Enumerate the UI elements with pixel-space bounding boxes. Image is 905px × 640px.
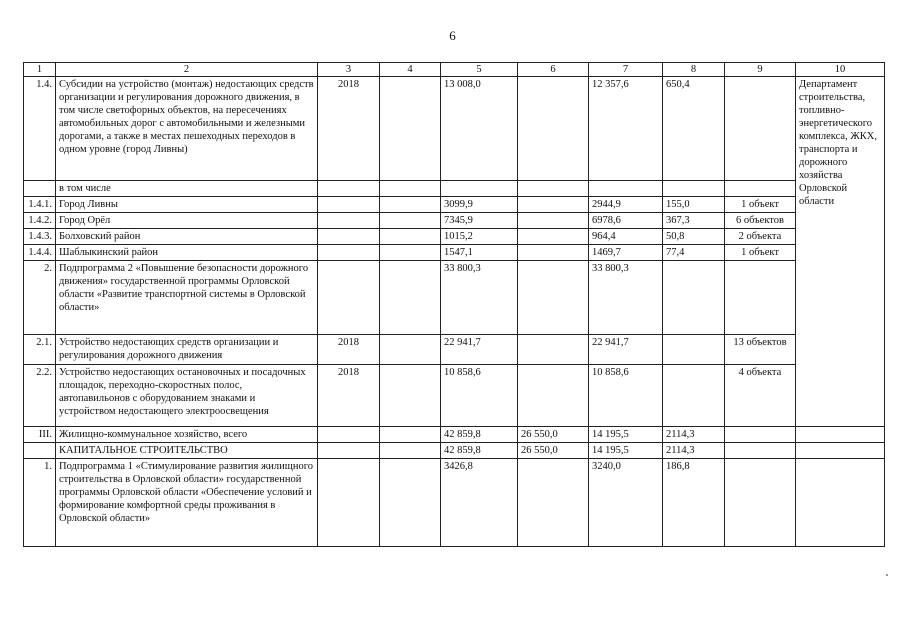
row-number: III. <box>24 427 56 443</box>
row-col5: 3426,8 <box>441 459 518 547</box>
row-col6 <box>518 335 589 365</box>
row-col9 <box>725 77 796 181</box>
header-cell: 2 <box>56 63 318 77</box>
row-number: 1.4. <box>24 77 56 181</box>
row-col8: 367,3 <box>663 213 725 229</box>
row-year <box>318 245 380 261</box>
header-cell: 9 <box>725 63 796 77</box>
row-col8: 77,4 <box>663 245 725 261</box>
table-row <box>24 181 885 197</box>
row-col5: 1015,2 <box>441 229 518 245</box>
row-name: Устройство недостающих остановочных и посадочных площадок, переходно-скоростных полос, автопавильонов с оборудованием знаками и устройством недостающего электроосвещения <box>56 365 318 427</box>
row-col5: 1547,1 <box>441 245 518 261</box>
header-cell: 6 <box>518 63 589 77</box>
table-row <box>24 335 885 365</box>
row-name: Болховский район <box>56 229 318 245</box>
row-number <box>24 181 56 197</box>
row-name: Город Орёл <box>56 213 318 229</box>
row-col10 <box>796 443 885 459</box>
row-col7 <box>589 181 663 197</box>
row-year: 2018 <box>318 335 380 365</box>
row-col4 <box>380 335 441 365</box>
row-number: 1.4.2. <box>24 213 56 229</box>
table-row <box>24 427 885 443</box>
row-number: 2.2. <box>24 365 56 427</box>
row-col7: 14 195,5 <box>589 427 663 443</box>
table-row <box>24 245 885 261</box>
table-row <box>24 229 885 245</box>
row-col8 <box>663 335 725 365</box>
row-number: 2.1. <box>24 335 56 365</box>
row-col4 <box>380 459 441 547</box>
row-col4 <box>380 77 441 181</box>
row-col7: 33 800,3 <box>589 261 663 335</box>
row-name: в том числе <box>56 181 318 197</box>
row-year: 2018 <box>318 77 380 181</box>
row-name: Шаблыкинский район <box>56 245 318 261</box>
table-row <box>24 365 885 427</box>
row-col9 <box>725 459 796 547</box>
row-col5: 42 859,8 <box>441 427 518 443</box>
row-col7: 964,4 <box>589 229 663 245</box>
row-number: 1.4.1. <box>24 197 56 213</box>
table-row <box>24 443 885 459</box>
row-col8: 2114,3 <box>663 443 725 459</box>
row-col6 <box>518 229 589 245</box>
row-year <box>318 427 380 443</box>
row-col9: 1 объект <box>725 245 796 261</box>
row-col4 <box>380 443 441 459</box>
row-col5: 10 858,6 <box>441 365 518 427</box>
row-col5: 3099,9 <box>441 197 518 213</box>
page-number: 6 <box>449 28 456 43</box>
row-col7: 22 941,7 <box>589 335 663 365</box>
row-col4 <box>380 427 441 443</box>
row-col4 <box>380 229 441 245</box>
scan-speck <box>886 574 888 576</box>
row-col9 <box>725 261 796 335</box>
row-col9 <box>725 181 796 197</box>
row-col8 <box>663 365 725 427</box>
row-col4 <box>380 365 441 427</box>
row-col5: 13 008,0 <box>441 77 518 181</box>
row-year <box>318 459 380 547</box>
row-number: 1. <box>24 459 56 547</box>
row-col8: 186,8 <box>663 459 725 547</box>
row-col7: 2944,9 <box>589 197 663 213</box>
row-col7: 12 357,6 <box>589 77 663 181</box>
row-col6 <box>518 213 589 229</box>
row-col9: 6 объектов <box>725 213 796 229</box>
row-name: КАПИТАЛЬНОЕ СТРОИТЕЛЬСТВО <box>56 443 318 459</box>
row-col9: 4 объекта <box>725 365 796 427</box>
header-cell: 5 <box>441 63 518 77</box>
row-col8: 2114,3 <box>663 427 725 443</box>
row-col6 <box>518 459 589 547</box>
row-name: Город Ливны <box>56 197 318 213</box>
row-col5: 7345,9 <box>441 213 518 229</box>
row-col10 <box>796 459 885 547</box>
row-col5 <box>441 181 518 197</box>
responsible-department: Департамент строительства, топливно-энергетического комплекса, ЖКХ, транспорта и дорожного хозяйства Орловской области <box>796 77 885 427</box>
table-row <box>24 459 885 547</box>
row-name: Жилищно-коммунальное хозяйство, всего <box>56 427 318 443</box>
header-cell: 3 <box>318 63 380 77</box>
row-year <box>318 229 380 245</box>
row-col4 <box>380 261 441 335</box>
table-row <box>24 213 885 229</box>
row-col6 <box>518 197 589 213</box>
row-col10 <box>796 427 885 443</box>
row-col6 <box>518 261 589 335</box>
row-name: Подпрограмма 2 «Повышение безопасности дорожного движения» государственной программы Орловской области «Развитие транспортной системы в Орловской области» <box>56 261 318 335</box>
row-name: Подпрограмма 1 «Стимулирование развития жилищного строительства в Орловской области» государственной программы Орловской области «Обеспечение условий и формирование комфортной среды проживания в Орловской области» <box>56 459 318 547</box>
row-col5: 42 859,8 <box>441 443 518 459</box>
row-col4 <box>380 181 441 197</box>
row-col9: 2 объекта <box>725 229 796 245</box>
header-cell: 7 <box>589 63 663 77</box>
row-col4 <box>380 213 441 229</box>
row-col8: 650,4 <box>663 77 725 181</box>
table-row <box>24 197 885 213</box>
table-row <box>24 261 885 335</box>
row-col8: 155,0 <box>663 197 725 213</box>
row-col5: 33 800,3 <box>441 261 518 335</box>
row-name: Устройство недостающих средств организации и регулирования дорожного движения <box>56 335 318 365</box>
row-col7: 6978,6 <box>589 213 663 229</box>
header-cell: 4 <box>380 63 441 77</box>
row-col7: 1469,7 <box>589 245 663 261</box>
row-col6 <box>518 181 589 197</box>
row-col6 <box>518 365 589 427</box>
row-number: 2. <box>24 261 56 335</box>
header-cell: 1 <box>24 63 56 77</box>
row-col6: 26 550,0 <box>518 427 589 443</box>
row-year <box>318 443 380 459</box>
row-col9 <box>725 427 796 443</box>
row-year: 2018 <box>318 365 380 427</box>
table-row <box>24 77 885 181</box>
row-col6 <box>518 245 589 261</box>
row-year <box>318 261 380 335</box>
row-year <box>318 213 380 229</box>
row-name: Субсидии на устройство (монтаж) недостающих средств организации и регулирования дорожного движения, в том числе светофорных объектов, на пересечениях автомобильных дорог с автомобильными и железными дорогами, а также в местах пешеходных переходов в одном уровне (город Ливны) <box>56 77 318 181</box>
row-col9 <box>725 443 796 459</box>
row-year <box>318 181 380 197</box>
row-col8: 50,8 <box>663 229 725 245</box>
table-header-row <box>24 63 885 77</box>
row-col7: 3240,0 <box>589 459 663 547</box>
header-cell: 8 <box>663 63 725 77</box>
row-number: 1.4.3. <box>24 229 56 245</box>
program-table <box>23 62 885 547</box>
row-col9: 1 объект <box>725 197 796 213</box>
row-number <box>24 443 56 459</box>
header-cell: 10 <box>796 63 885 77</box>
row-number: 1.4.4. <box>24 245 56 261</box>
row-col6 <box>518 77 589 181</box>
row-col7: 14 195,5 <box>589 443 663 459</box>
row-col5: 22 941,7 <box>441 335 518 365</box>
row-year <box>318 197 380 213</box>
row-col7: 10 858,6 <box>589 365 663 427</box>
row-col6: 26 550,0 <box>518 443 589 459</box>
row-col4 <box>380 245 441 261</box>
row-col8 <box>663 181 725 197</box>
row-col8 <box>663 261 725 335</box>
row-col9: 13 объектов <box>725 335 796 365</box>
row-col4 <box>380 197 441 213</box>
